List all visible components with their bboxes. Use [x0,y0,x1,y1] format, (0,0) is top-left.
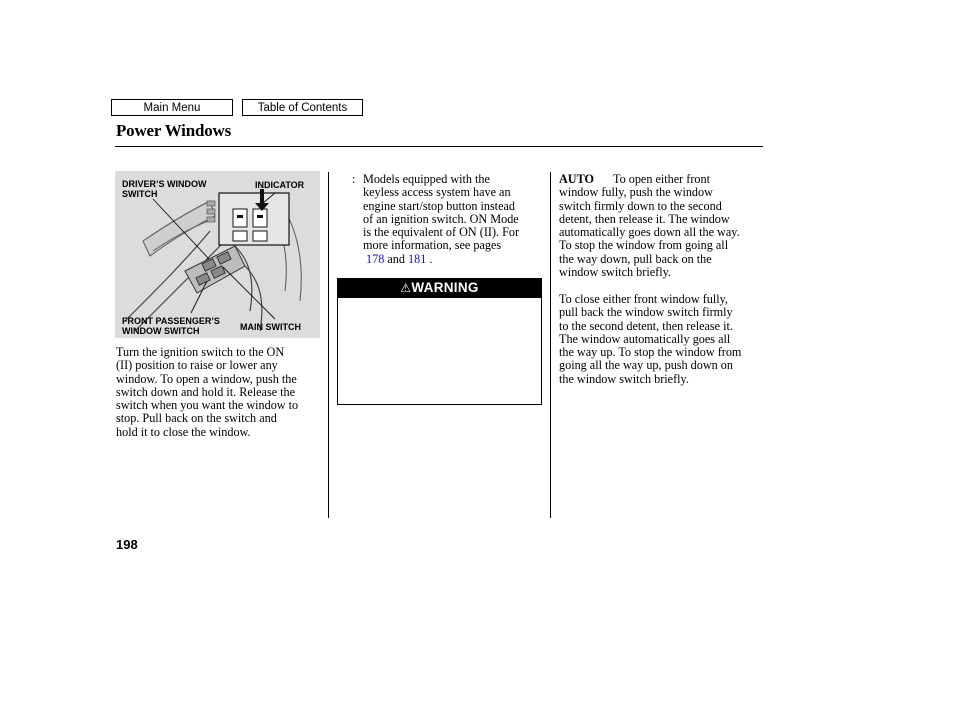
page-title: Power Windows [116,121,232,140]
title-rule [115,146,763,147]
auto-heading: AUTO [559,172,594,186]
page-number: 198 [116,537,138,552]
column-divider-right [550,172,551,518]
indicator-label: INDICATOR [255,180,305,190]
driver-window-switch-label: DRIVER’S WINDOW SWITCH [122,179,207,199]
warning-label: WARNING [411,280,479,295]
window-switch-illustration [115,171,320,338]
column-divider-left [328,172,329,518]
close-window-paragraph: To close either front window fully, pull back the window switch firmly to the second detent, then release it. The window automatically goes all the way up. To stop the window from going all the way up, push down on the window switch briefly. [559,292,742,386]
keyless-access-note: Models equipped with the keyless access system have an engine start/stop button instead of an ignition switch. ON Mode is the equivalent of ON (II). For more information, see pages 178 and 181 . [363,172,520,266]
front-passenger-window-switch-label: FRONT PASSENGER’S WINDOW SWITCH [122,316,220,336]
main-menu-button[interactable]: Main Menu [111,99,233,116]
intro-paragraph: Turn the ignition switch to the ON (II) position to raise or lower any window. To open a window, push the switch down and hold it. Release the switch when you want the window to stop. Pull back on the switch and hold it to close the window. [116,345,299,439]
page-178-link[interactable]: 178 [366,251,385,266]
main-switch-label: MAIN SWITCH [240,322,301,332]
warning-box [337,298,542,405]
footnote-colon: : [352,172,356,186]
warning-header [337,278,542,298]
auto-paragraph: AUTO To open either front window fully, push the window switch firmly down to the second detent, then release it. The window automatically goes down all the way. To stop the window from going all the way down, pull back on the window switch briefly. [559,172,740,280]
table-of-contents-button[interactable]: Table of Contents [242,99,363,116]
warning-triangle-icon: ⚠ [400,281,412,295]
page-181-link[interactable]: 181 [408,251,427,266]
